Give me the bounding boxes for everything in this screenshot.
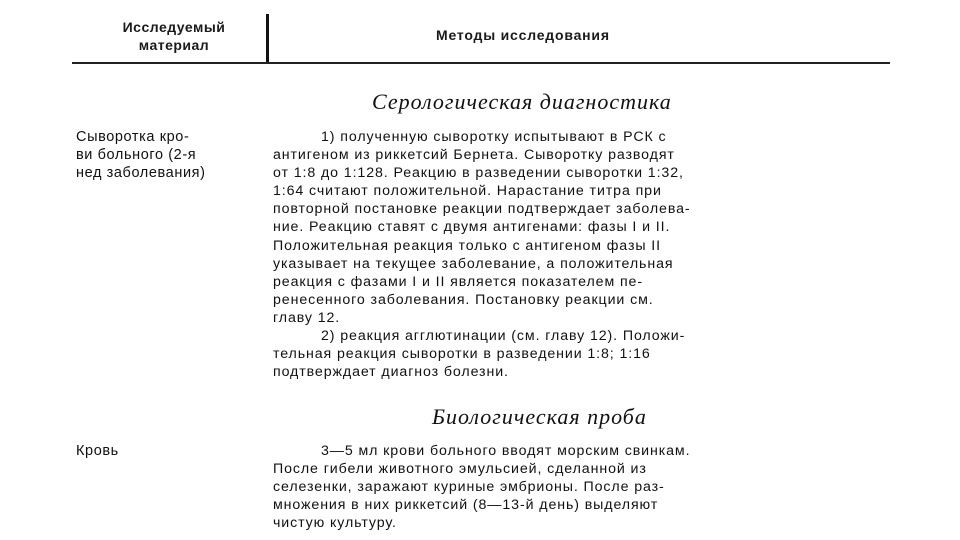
header-material-column xyxy=(94,18,254,54)
method-line: 2) реакция агглютинации (см. главу 12). Положи- xyxy=(321,328,686,345)
method-serology xyxy=(273,128,873,381)
method-line: множения в них риккетсий (8—13-й день) выделяют xyxy=(273,497,659,514)
method-line: повторной постановке реакции подтверждает заболева- xyxy=(273,201,691,218)
method-bioassay xyxy=(273,442,873,532)
method-line: Положительная реакция только с антигеном фазы II xyxy=(273,237,661,254)
method-line: антигеном из риккетсий Бернета. Сыворотку разводят xyxy=(273,147,675,164)
method-line: селезенки, заражают куриные эмбрионы. После раз- xyxy=(273,479,665,496)
method-line: 1) полученную сыворотку испытывают в РСК с xyxy=(321,129,667,145)
method-line: тельная реакция сыворотки в разведении 1:8; 1:16 xyxy=(273,346,651,363)
method-line: подтверждает диагноз болезни. xyxy=(273,364,509,381)
material-line: Кровь xyxy=(76,443,119,459)
method-line: главу 12. xyxy=(273,309,341,326)
method-line: указывает на текущее заболевание, а положительная xyxy=(273,255,674,272)
method-line: чистую культуру. xyxy=(273,515,397,532)
method-line: 1:64 считают положительной. Нарастание титра при xyxy=(273,183,662,200)
method-line: 3—5 мл крови больного вводят морским свинкам. xyxy=(321,443,691,459)
section-title-bioassay: Биологическая проба xyxy=(432,404,647,429)
header-rule xyxy=(72,62,890,64)
material-line: ви больного (2-я xyxy=(76,147,197,164)
material-serum xyxy=(76,128,266,182)
method-line: ние. Реакцию ставят с двумя антигенами: фазы I и II. xyxy=(273,219,671,236)
method-line: После гибели животного эмульсией, сделанной из xyxy=(273,461,647,478)
header-methods-column: Методы исследования xyxy=(436,27,610,43)
material-blood xyxy=(76,442,266,460)
material-line: Сыворотка кро- xyxy=(76,129,190,145)
material-line: нед заболевания) xyxy=(76,165,206,182)
method-line: от 1:8 до 1:128. Реакцию в разведении сыворотки 1:32, xyxy=(273,165,684,182)
header-material-line2: материал xyxy=(138,37,210,53)
section-title-serology: Серологическая диагностика xyxy=(372,89,672,114)
method-line: ренесенного заболевания. Постановку реакции см. xyxy=(273,291,654,308)
header-material-line1: Исследуемый xyxy=(122,19,226,35)
header-column-divider xyxy=(266,14,269,62)
method-line: реакция с фазами I и II является показателем пе- xyxy=(273,273,643,290)
